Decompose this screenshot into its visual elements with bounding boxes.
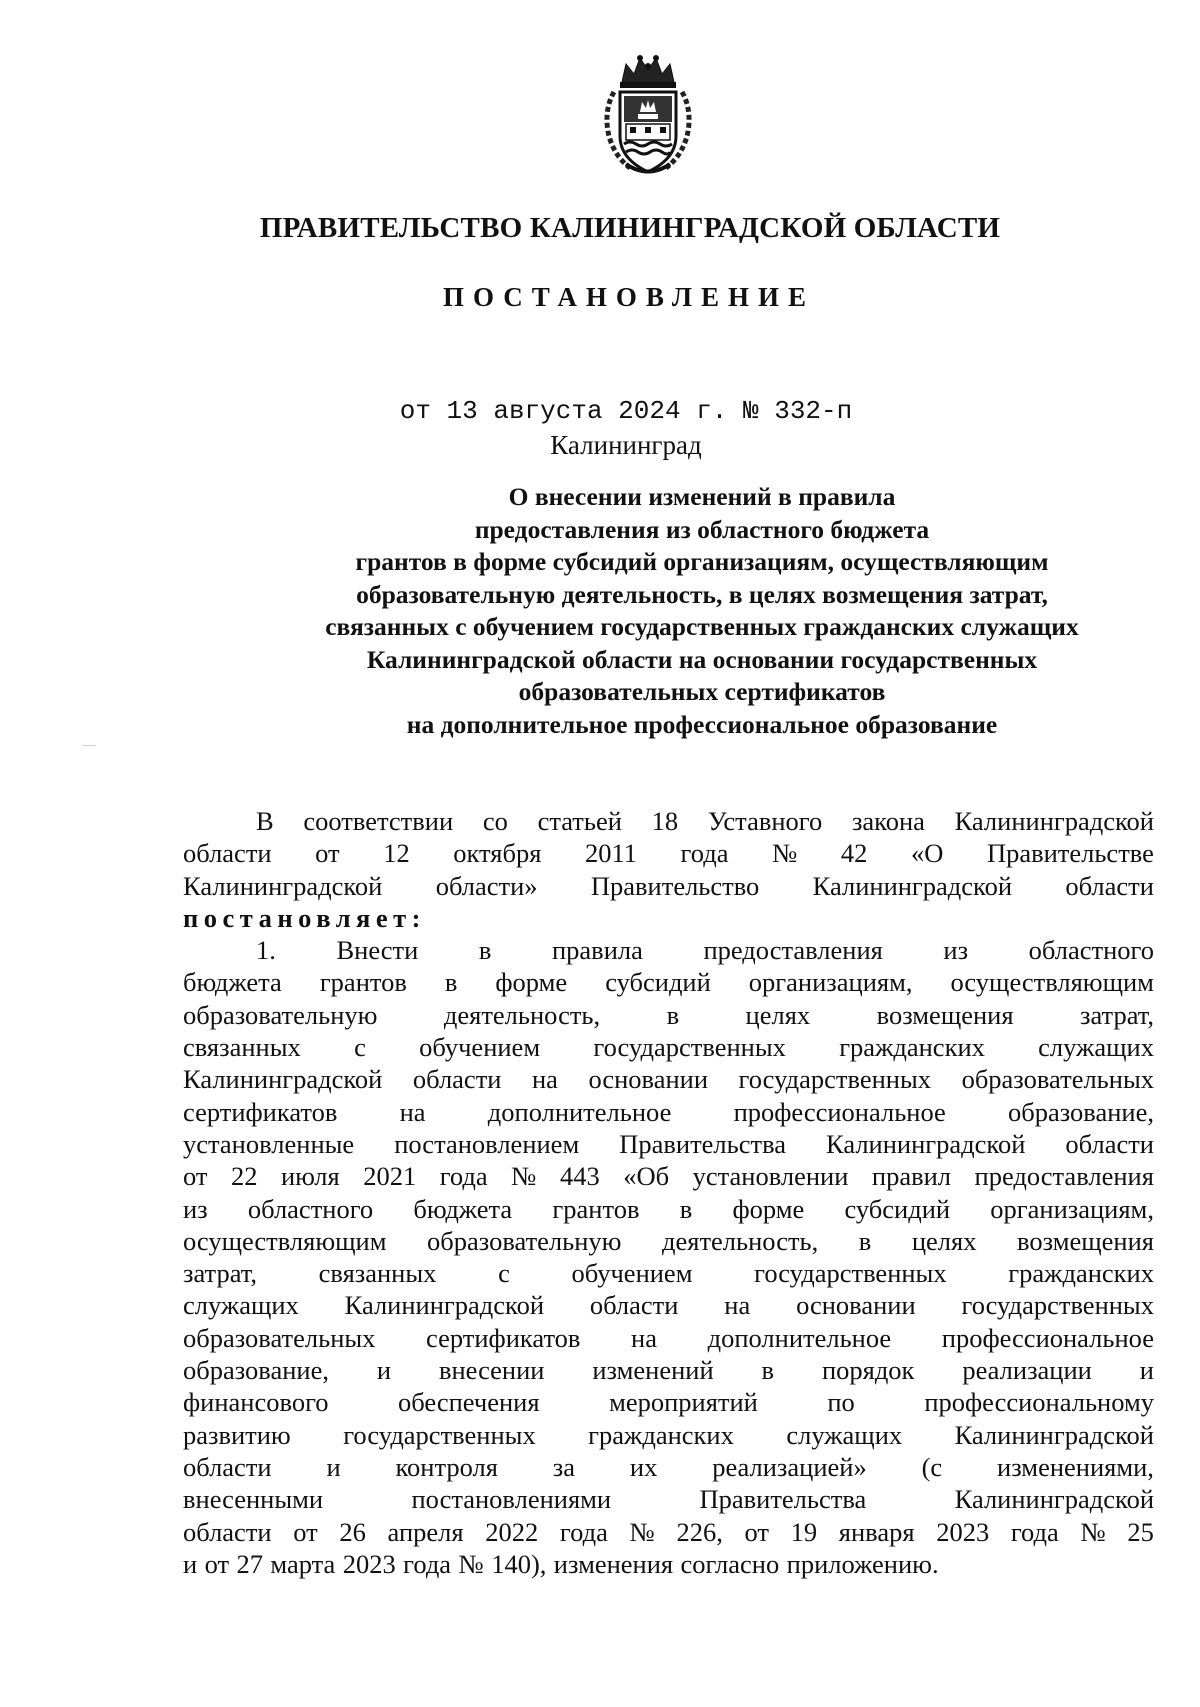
body-word: года bbox=[680, 838, 729, 869]
body-word: на bbox=[631, 1322, 657, 1353]
body-word: изменений bbox=[592, 1355, 714, 1386]
body-word: в bbox=[858, 1225, 872, 1256]
body-line bbox=[183, 1160, 1154, 1192]
body-word: соответствии bbox=[303, 806, 454, 836]
body-line bbox=[183, 934, 1154, 966]
body-word: Правительства bbox=[699, 1484, 867, 1515]
document-date-number: от 13 августа 2024 г. № 332-п bbox=[399, 396, 853, 426]
body-word: целях bbox=[745, 999, 811, 1030]
body-word: с bbox=[498, 1258, 510, 1289]
body-word: области bbox=[183, 838, 272, 869]
body-word: № bbox=[511, 1161, 537, 1192]
body-word: за bbox=[552, 1451, 576, 1482]
body-word: затрат, bbox=[183, 1258, 257, 1289]
body-word: правил bbox=[871, 1161, 952, 1192]
body-word: В bbox=[256, 806, 274, 836]
body-word: 22 bbox=[230, 1161, 258, 1192]
body-line bbox=[183, 1516, 1154, 1548]
body-word: государственных bbox=[593, 1032, 786, 1063]
body-word: 443 bbox=[559, 1161, 600, 1192]
body-word: 2022 bbox=[485, 1516, 539, 1547]
body-line bbox=[183, 1483, 1154, 1515]
body-word: профессиональному bbox=[924, 1387, 1154, 1418]
body-word: года bbox=[559, 1516, 608, 1547]
body-word: «О bbox=[910, 838, 944, 869]
body-word: образовательных bbox=[961, 1064, 1154, 1095]
body-word: бюджета bbox=[183, 967, 282, 998]
subject-line: связанных с обучением государственных гражданских служащих bbox=[325, 612, 1079, 641]
body-word: от bbox=[744, 1516, 769, 1547]
body-word: и bbox=[183, 1548, 198, 1579]
body-word: образовательную bbox=[183, 999, 378, 1030]
body-word: Калининградской bbox=[344, 1290, 544, 1321]
document-body bbox=[183, 805, 1154, 1580]
body-word: порядок bbox=[821, 1355, 915, 1386]
subject-line: предоставления из областного бюджета bbox=[474, 514, 930, 544]
body-word: предоставления bbox=[974, 1161, 1154, 1192]
subject-line: Калининградской области на основании государственных bbox=[366, 644, 1038, 674]
kaliningrad-coat-of-arms-icon bbox=[600, 52, 696, 178]
body-word: Правительство bbox=[590, 870, 760, 901]
subject-line: грантов в форме субсидий организациям, осуществляющим bbox=[355, 547, 1049, 576]
body-word: сертификатов bbox=[183, 1096, 338, 1127]
body-word: и bbox=[1139, 1355, 1154, 1386]
body-word: 12 bbox=[383, 838, 410, 869]
body-word: государственных bbox=[961, 1290, 1154, 1321]
body-word: постановляет: bbox=[183, 902, 426, 933]
body-word: возмещения bbox=[876, 999, 1014, 1030]
body-word: в bbox=[679, 1193, 693, 1224]
body-word: внесении bbox=[438, 1355, 545, 1386]
body-word: основании bbox=[796, 1290, 916, 1321]
body-word: области bbox=[183, 1516, 272, 1547]
body-word: статьей bbox=[537, 806, 622, 836]
body-word: со bbox=[482, 806, 508, 836]
body-word: служащих bbox=[183, 1290, 299, 1321]
body-word: финансового bbox=[183, 1387, 329, 1418]
body-line bbox=[183, 1128, 1154, 1160]
body-word: согласно bbox=[680, 1548, 780, 1579]
body-word: грантов bbox=[319, 967, 407, 998]
body-word: апреля bbox=[387, 1516, 464, 1547]
body-word: и bbox=[326, 1451, 341, 1482]
body-word: бюджета bbox=[413, 1193, 513, 1224]
body-word: образовательную bbox=[427, 1225, 622, 1256]
body-word: обучением bbox=[571, 1258, 693, 1289]
body-word: приложению. bbox=[786, 1548, 939, 1579]
body-word: государственных bbox=[343, 1419, 536, 1450]
body-word: области bbox=[1065, 870, 1154, 901]
body-word: Калининградской bbox=[812, 870, 1013, 901]
body-word: постановлениями bbox=[411, 1484, 612, 1515]
body-word: на bbox=[399, 1096, 426, 1127]
body-word: закона bbox=[851, 806, 925, 836]
subject-line: на дополнительное профессиональное образование bbox=[406, 709, 998, 739]
body-word: организациям, bbox=[990, 1193, 1154, 1224]
body-word: образование, bbox=[1008, 1096, 1154, 1127]
body-word: от bbox=[183, 1161, 208, 1192]
body-line bbox=[183, 1354, 1154, 1386]
body-word: организациям, bbox=[748, 967, 913, 998]
body-word: 42 bbox=[840, 838, 868, 869]
body-word: и bbox=[376, 1355, 392, 1386]
body-word: форме bbox=[495, 967, 568, 998]
body-word: № bbox=[1080, 1516, 1106, 1547]
body-word: реализации bbox=[962, 1355, 1092, 1386]
body-line bbox=[183, 1063, 1154, 1095]
body-word: служащих bbox=[1038, 1032, 1154, 1063]
body-word: из bbox=[943, 935, 969, 966]
body-word: области bbox=[1065, 1128, 1154, 1159]
body-word: 25 bbox=[1127, 1516, 1154, 1547]
body-line bbox=[183, 1257, 1154, 1289]
body-word: форме bbox=[732, 1193, 805, 1224]
body-word: года bbox=[439, 1161, 488, 1192]
body-word: 26 bbox=[339, 1516, 366, 1547]
body-word: грантов bbox=[552, 1193, 640, 1224]
body-word: № bbox=[458, 1548, 484, 1579]
body-word: области bbox=[412, 1064, 502, 1095]
document-subject bbox=[232, 481, 1172, 741]
body-word: областного bbox=[247, 1193, 374, 1224]
body-line bbox=[183, 837, 1154, 869]
body-word: государственных bbox=[754, 1258, 947, 1289]
body-word: правила bbox=[551, 935, 643, 966]
body-word: основании bbox=[588, 1064, 709, 1095]
body-word: профессиональное bbox=[733, 1096, 946, 1127]
body-line bbox=[183, 805, 1154, 837]
body-word: области bbox=[589, 1290, 679, 1321]
body-word: Калининградской bbox=[954, 1484, 1154, 1515]
body-word: связанных bbox=[183, 1032, 301, 1063]
body-word: 2023 bbox=[342, 1548, 396, 1579]
body-word: от bbox=[293, 1516, 318, 1547]
margin-mark bbox=[82, 745, 96, 746]
body-word: дополнительное bbox=[487, 1096, 672, 1127]
body-word: в bbox=[666, 999, 680, 1030]
body-line bbox=[183, 999, 1154, 1031]
subject-line: образовательную деятельность, в целях возмещения затрат, bbox=[356, 579, 1048, 609]
body-line bbox=[183, 1225, 1154, 1257]
body-word: 2021 bbox=[363, 1161, 417, 1192]
body-word: из bbox=[183, 1193, 208, 1224]
body-line bbox=[183, 1451, 1154, 1483]
body-word: января bbox=[838, 1516, 915, 1547]
document-type: ПОСТАНОВЛЕНИЕ bbox=[442, 282, 816, 312]
subject-line: О внесении изменений в правила bbox=[508, 482, 896, 511]
body-word: осуществляющим bbox=[950, 967, 1154, 998]
body-word: установленные bbox=[183, 1128, 355, 1159]
body-word: обучением bbox=[419, 1032, 541, 1063]
body-word: гражданских bbox=[839, 1032, 985, 1063]
body-word: марта bbox=[270, 1548, 336, 1579]
body-word: № bbox=[629, 1516, 655, 1547]
body-word: № bbox=[772, 838, 798, 869]
body-word: области bbox=[183, 1451, 272, 1482]
body-word: Калининградской bbox=[954, 1419, 1154, 1450]
body-word: 2023 bbox=[936, 1516, 990, 1547]
body-word: гражданских bbox=[1008, 1258, 1154, 1289]
body-word: гражданских bbox=[588, 1419, 734, 1450]
body-word: 19 bbox=[790, 1516, 818, 1547]
body-line bbox=[183, 966, 1154, 998]
body-word: изменения bbox=[553, 1548, 674, 1579]
body-word: образовательных bbox=[183, 1322, 376, 1353]
body-word: Калининградской bbox=[826, 1128, 1026, 1159]
body-word: Правительстве bbox=[986, 838, 1154, 869]
body-line bbox=[183, 1322, 1154, 1354]
body-word: области» bbox=[435, 870, 538, 901]
body-word: по bbox=[827, 1387, 855, 1418]
body-word: их bbox=[629, 1451, 658, 1482]
body-word: обеспечения bbox=[398, 1387, 540, 1418]
government-title: ПРАВИТЕЛЬСТВО КАЛИНИНГРАДСКОЙ ОБЛАСТИ bbox=[259, 212, 1001, 244]
body-line bbox=[183, 1193, 1154, 1225]
body-line bbox=[183, 1386, 1154, 1418]
body-word: мероприятий bbox=[609, 1387, 758, 1418]
body-word: Уставного bbox=[707, 806, 823, 836]
body-word: (с bbox=[921, 1451, 943, 1482]
body-line bbox=[183, 1096, 1154, 1128]
body-word: предоставления bbox=[703, 935, 883, 966]
body-word: областного bbox=[1028, 935, 1154, 966]
body-word: сертификатов bbox=[426, 1322, 581, 1353]
body-word: июля bbox=[280, 1161, 340, 1192]
body-word: «Об bbox=[623, 1161, 670, 1192]
body-word: года bbox=[1010, 1516, 1059, 1547]
document-city: Калининград bbox=[550, 430, 702, 460]
body-line bbox=[183, 1289, 1154, 1321]
body-word: деятельность, bbox=[662, 1225, 819, 1256]
body-word: развитию bbox=[183, 1419, 291, 1450]
body-word: профессиональное bbox=[941, 1322, 1154, 1353]
body-word: контроля bbox=[395, 1451, 498, 1482]
body-word: служащих bbox=[786, 1419, 903, 1450]
body-word: на bbox=[724, 1290, 751, 1321]
body-word: постановлением bbox=[394, 1128, 580, 1159]
body-word: дополнительное bbox=[707, 1322, 892, 1353]
body-line bbox=[183, 1548, 1154, 1580]
body-line bbox=[183, 870, 1154, 902]
body-word: 18 bbox=[651, 806, 679, 836]
body-line bbox=[183, 1419, 1154, 1451]
body-word: от bbox=[315, 838, 340, 869]
body-word: 1. bbox=[256, 935, 276, 966]
body-word: реализацией» bbox=[712, 1451, 867, 1482]
body-word: от bbox=[204, 1548, 230, 1579]
body-word: Калининградской bbox=[954, 806, 1154, 836]
body-word: деятельность, bbox=[443, 999, 601, 1030]
subject-line: образовательных сертификатов bbox=[518, 677, 886, 706]
body-word: субсидий bbox=[605, 967, 711, 998]
body-word: установлении bbox=[692, 1161, 849, 1192]
body-word: государственных bbox=[738, 1064, 932, 1095]
body-word: связанных bbox=[318, 1258, 437, 1289]
body-word: на bbox=[531, 1064, 558, 1095]
body-word: внесенными bbox=[183, 1484, 324, 1515]
body-word: целях bbox=[911, 1225, 977, 1256]
body-word: 27 bbox=[236, 1548, 263, 1579]
body-word: 2011 bbox=[584, 838, 637, 869]
body-word: года bbox=[403, 1548, 452, 1579]
body-word: субсидий bbox=[844, 1193, 951, 1224]
body-word: Калининградской bbox=[183, 1064, 383, 1095]
body-word: в bbox=[478, 935, 492, 966]
body-word: затрат, bbox=[1080, 999, 1154, 1030]
body-word: образование, bbox=[183, 1355, 329, 1386]
body-word: осуществляющим bbox=[183, 1225, 387, 1256]
body-word: Правительства bbox=[619, 1128, 786, 1159]
body-word: октября bbox=[453, 838, 542, 869]
body-word: Внести bbox=[336, 935, 419, 966]
body-line bbox=[183, 902, 1154, 934]
body-word: 226, bbox=[676, 1516, 723, 1547]
body-word: 140), bbox=[491, 1548, 547, 1579]
body-word: возмещения bbox=[1017, 1225, 1154, 1256]
body-word: Калининградской bbox=[183, 870, 383, 901]
body-word: с bbox=[354, 1032, 366, 1063]
body-word: в bbox=[444, 967, 458, 998]
body-word: изменениями, bbox=[997, 1451, 1154, 1482]
body-line bbox=[183, 1031, 1154, 1063]
body-word: в bbox=[761, 1355, 775, 1386]
